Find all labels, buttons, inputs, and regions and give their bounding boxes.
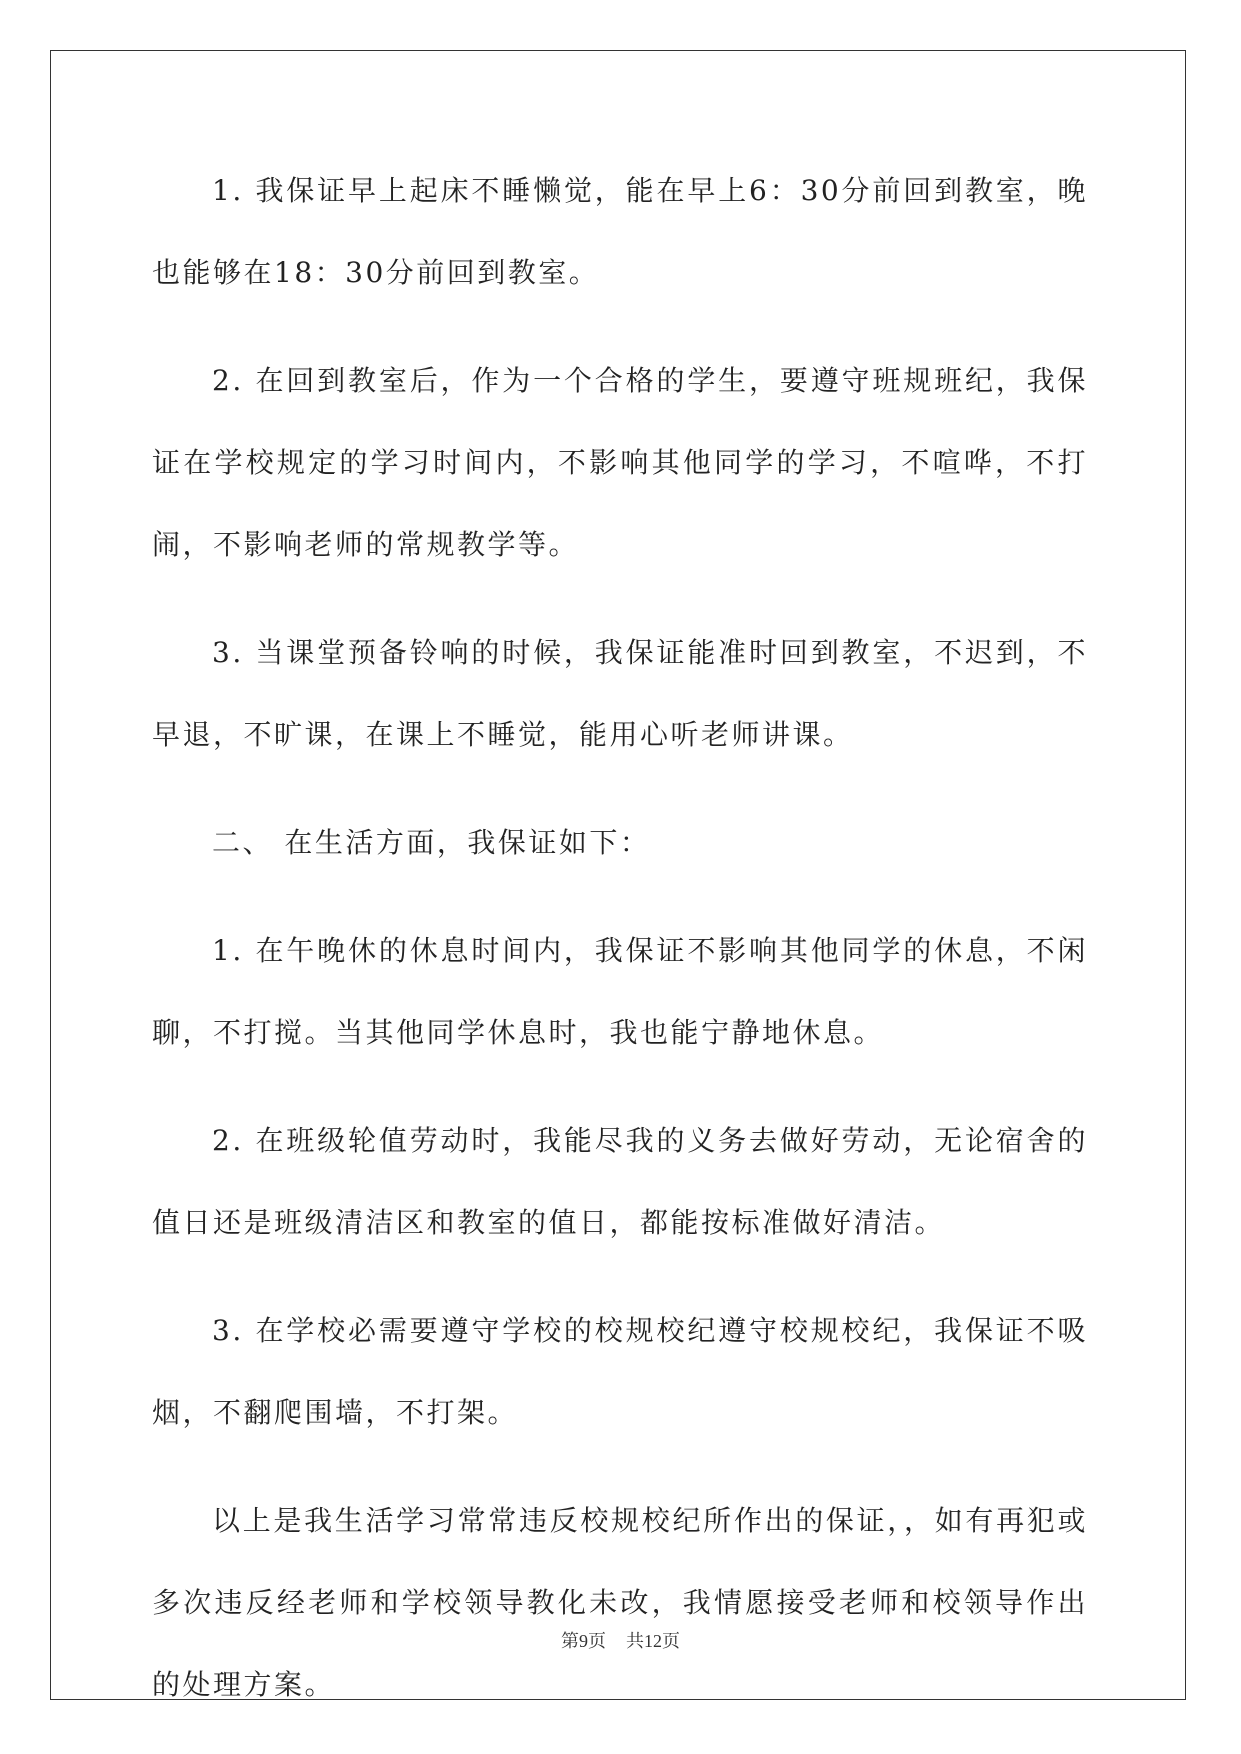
paragraph-2: 2. 在回到教室后，作为一个合格的学生，要遵守班规班纪，我保证在学校规定的学习时间内，不影响其他同学的学习，不喧哗，不打闹，不影响老师的常规教学等。	[152, 364, 1088, 561]
page-number: 第9页	[561, 1631, 606, 1651]
paragraph-6: 2. 在班级轮值劳动时，我能尽我的义务去做好劳动，无论宿舍的值日还是班级清洁区和教室的值日，都能按标准做好清洁。	[152, 1124, 1088, 1239]
closing-paragraph: 以上是我生活学习常常违反校规校纪所作出的保证，，如有再犯或多次违反经老师和学校领导教化未改，我情愿接受老师和校领导作出的处理方案。	[152, 1504, 1088, 1701]
paragraph-7: 3. 在学校必需要遵守学校的校规校纪遵守校规校纪，我保证不吸烟，不翻爬围墙，不打架。	[152, 1314, 1088, 1429]
page-footer	[0, 1627, 1241, 1653]
document-body	[152, 150, 1088, 1752]
paragraph-5: 1. 在午晚休的休息时间内，我保证不影响其他同学的休息，不闲聊，不打搅。当其他同学休息时，我也能宁静地休息。	[152, 934, 1088, 1049]
paragraph-3: 3. 当课堂预备铃响的时候，我保证能准时回到教室，不迟到，不早退，不旷课，在课上不睡觉，能用心听老师讲课。	[152, 636, 1088, 751]
page-total: 共12页	[626, 1631, 680, 1651]
section-heading-life: 二、 在生活方面，我保证如下：	[212, 826, 651, 859]
paragraph-1: 1. 我保证早上起床不睡懒觉，能在早上6：30分前回到教室，晚也能够在18：30分前回到教室。	[152, 174, 1088, 289]
